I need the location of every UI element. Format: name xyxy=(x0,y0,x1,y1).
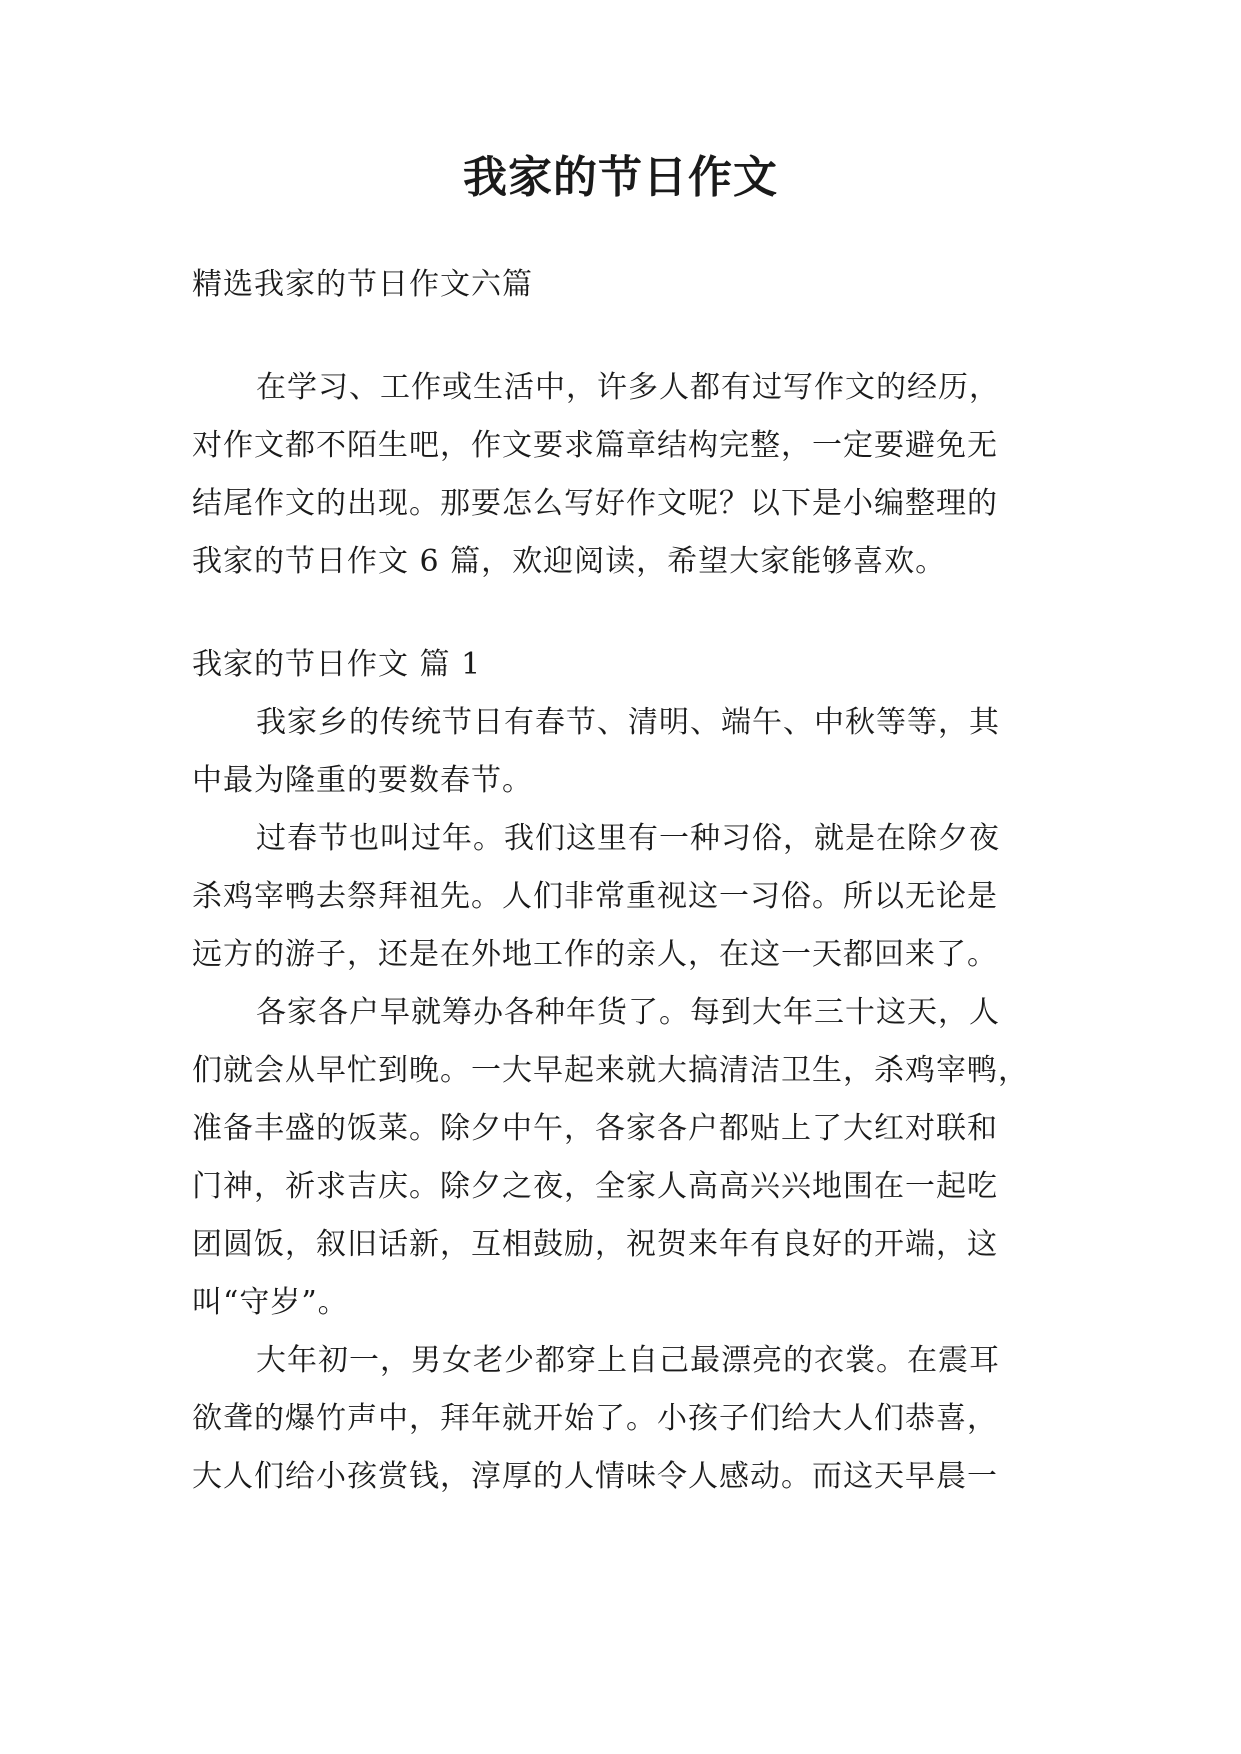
body-line: 门神，祈求吉庆。除夕之夜，全家人高高兴兴地围在一起吃 xyxy=(192,1169,998,1204)
body-line: 大年初一，男女老少都穿上自己最漂亮的衣裳。在震耳 xyxy=(256,1343,1000,1378)
body-line: 中最为隆重的要数春节。 xyxy=(192,763,533,798)
body-line: 大人们给小孩赏钱，淳厚的人情味令人感动。而这天早晨一 xyxy=(192,1459,998,1494)
body-line: 远方的游子，还是在外地工作的亲人，在这一天都回来了。 xyxy=(192,937,998,972)
body-line: 杀鸡宰鸭去祭拜祖先。人们非常重视这一习俗。所以无论是 xyxy=(192,879,998,914)
intro-line: 结尾作文的出现。那要怎么写好作文呢？以下是小编整理的 xyxy=(192,486,998,521)
document-title: 我家的节日作文 xyxy=(463,152,778,203)
body-line: 过春节也叫过年。我们这里有一种习俗，就是在除夕夜 xyxy=(256,821,1000,856)
body-line: 我家乡的传统节日有春节、清明、端午、中秋等等，其 xyxy=(256,705,1000,740)
body-line: 欲聋的爆竹声中，拜年就开始了。小孩子们给大人们恭喜， xyxy=(192,1401,998,1436)
intro-line: 对作文都不陌生吧，作文要求篇章结构完整，一定要避免无 xyxy=(192,428,998,463)
body-line: 们就会从早忙到晚。一大早起来就大搞清洁卫生，杀鸡宰鸭， xyxy=(192,1053,1029,1088)
body-line: 叫“守岁”。 xyxy=(192,1285,349,1320)
body-line: 准备丰盛的饭菜。除夕中午，各家各户都贴上了大红对联和 xyxy=(192,1111,998,1146)
intro-line: 在学习、工作或生活中，许多人都有过写作文的经历， xyxy=(256,370,1000,405)
document-subtitle: 精选我家的节日作文六篇 xyxy=(192,267,533,302)
section-heading: 我家的节日作文 篇 1 xyxy=(192,647,482,682)
body-line: 各家各户早就筹办各种年货了。每到大年三十这天，人 xyxy=(256,995,1000,1030)
intro-line: 我家的节日作文 6 篇，欢迎阅读，希望大家能够喜欢。 xyxy=(192,544,947,579)
body-line: 团圆饭，叙旧话新，互相鼓励，祝贺来年有良好的开端，这 xyxy=(192,1227,998,1262)
